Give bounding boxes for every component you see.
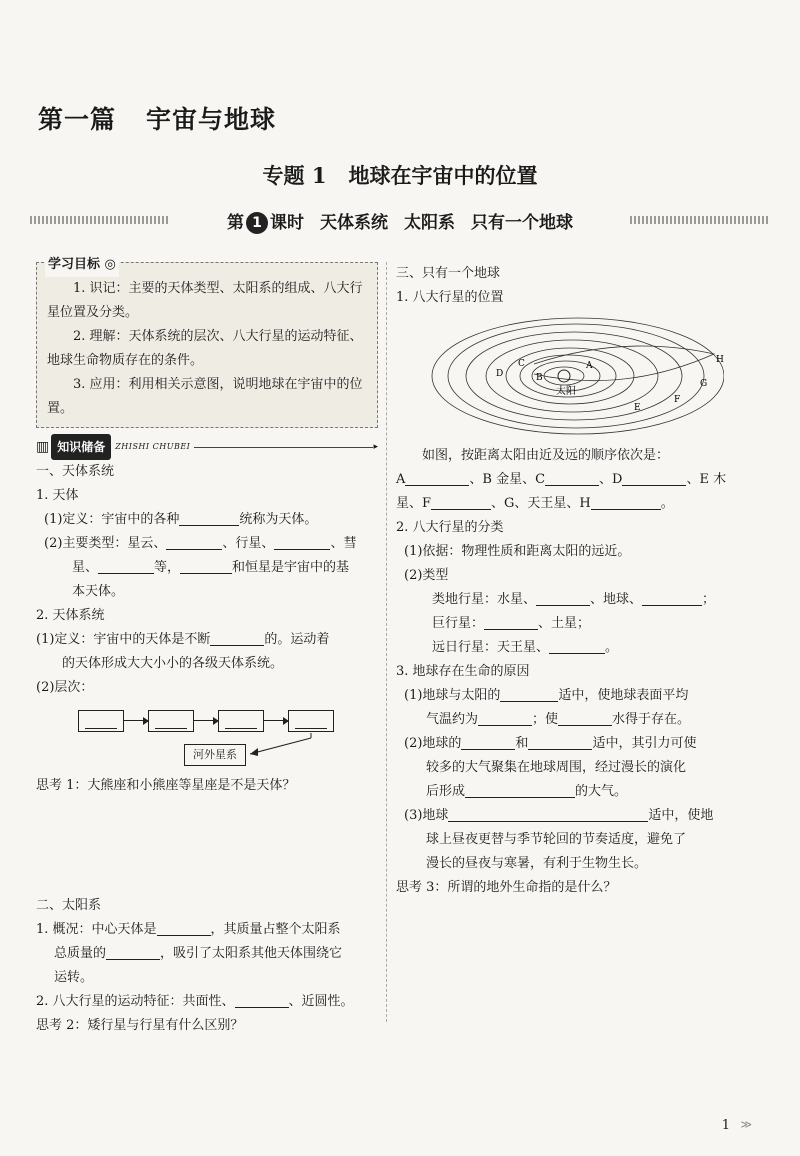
think-2: 思考 2：矮行星与行星有什么区别？	[36, 1018, 244, 1033]
text: 远日行星：天王星、	[432, 640, 550, 655]
fill-blank[interactable]	[465, 782, 575, 798]
text: 的大气。	[575, 784, 628, 799]
answer-space[interactable]	[36, 798, 378, 894]
fill-blank[interactable]	[484, 614, 538, 630]
text: 适中，使地球表面平均	[558, 688, 689, 703]
think-3: 思考 3：所谓的地外生命指的是什么？	[396, 880, 617, 895]
text: ；	[702, 592, 716, 607]
planet-label: A	[586, 361, 593, 371]
lesson-title	[30, 208, 770, 234]
right-column	[396, 262, 768, 960]
orbit-figure	[424, 314, 724, 440]
planet-label: E	[634, 403, 641, 413]
fill-blank[interactable]	[545, 470, 599, 486]
s2-item-2	[36, 990, 378, 1014]
page-arrow-icon: ≫	[740, 1118, 752, 1131]
learning-goals-label	[45, 253, 119, 277]
text: (1)定义：宇宙中的天体是不断	[36, 632, 211, 647]
orbit-line	[486, 340, 658, 412]
text: 的。运动着	[264, 632, 330, 647]
giant-planets	[396, 612, 768, 636]
fill-blank[interactable]	[210, 630, 264, 646]
fill-blank[interactable]	[274, 534, 330, 550]
comet-orbit	[534, 346, 714, 381]
reason-3	[396, 804, 768, 828]
fill-blank[interactable]	[180, 558, 232, 574]
fill-blank[interactable]	[642, 590, 702, 606]
text: (3)地球	[404, 808, 449, 823]
text: ，其质量占整个太阳系	[210, 922, 341, 937]
text: 星、	[72, 560, 99, 575]
fill-blank[interactable]	[235, 992, 289, 1008]
planet-label: D	[496, 369, 504, 379]
text: 、土星；	[538, 616, 591, 631]
outer-planets	[396, 636, 768, 660]
planet-label: B	[536, 373, 543, 383]
sun-icon	[558, 370, 570, 382]
lesson-header	[30, 206, 770, 236]
fill-blank[interactable]	[500, 686, 558, 702]
text: (2)地球的	[404, 736, 462, 751]
text: 。	[605, 640, 619, 655]
s2-item-1-cont2: 运转。	[54, 970, 94, 985]
section-1-title: 一、天体系统	[36, 464, 115, 479]
text: 气温约为	[426, 712, 479, 727]
section-3-title: 三、只有一个地球	[396, 266, 501, 281]
planet-label: H	[716, 355, 724, 365]
text: A	[396, 472, 406, 487]
reason-2-cont2	[396, 780, 768, 804]
part-name: 宇宙与地球	[146, 105, 277, 134]
arrow-icon: ▸	[373, 442, 378, 452]
reason-2-cont: 较多的大气聚集在地球周围，经过漫长的演化	[426, 760, 687, 775]
fill-blank[interactable]	[179, 510, 239, 526]
text: 适中，其引力可使	[592, 736, 697, 751]
s3-item-2b: (2)类型	[404, 568, 449, 583]
knowledge-rule	[194, 447, 373, 448]
planet-label: G	[700, 379, 708, 389]
goal-item: 2. 理解：天体系统的层次、八大行星的运动特征、地球生命物质存在的条件。	[47, 329, 363, 368]
goal-item: 3. 应用：利用相关示意图，说明地球在宇宙中的位置。	[47, 377, 363, 416]
order-question: 如图，按距离太阳由近及远的顺序依次是：	[422, 448, 670, 463]
fill-blank[interactable]	[528, 734, 592, 750]
text: 总质量的	[54, 946, 107, 961]
text: 水得于存在。	[612, 712, 691, 727]
sun-label: 太阳	[556, 386, 576, 397]
text: 2. 八大行星的运动特征：共面性、	[36, 994, 235, 1009]
fill-blank[interactable]	[98, 558, 154, 574]
fill-blank[interactable]	[106, 944, 160, 960]
order-line-2	[396, 492, 768, 516]
text: 星、F	[396, 496, 432, 511]
section-2-title: 二、太阳系	[36, 898, 102, 913]
text: 适中，使地	[648, 808, 714, 823]
fill-blank[interactable]	[478, 710, 532, 726]
s1-item-1a	[36, 508, 378, 532]
part-number: 第一篇	[38, 105, 117, 134]
text: 后形成	[426, 784, 466, 799]
s1-item-2a-cont: 的天体形成大大小小的各级天体系统。	[62, 656, 284, 671]
text: 巨行星：	[432, 616, 485, 631]
fill-blank[interactable]	[448, 806, 648, 822]
solar-system-diagram	[424, 314, 724, 440]
planet-label: C	[518, 359, 525, 369]
reason-1	[396, 684, 768, 708]
text: 1. 概况：中心天体是	[36, 922, 157, 937]
fill-blank[interactable]	[549, 638, 605, 654]
s3-item-3: 3. 地球存在生命的原因	[396, 664, 530, 679]
text: 、地球、	[590, 592, 643, 607]
target-icon: ◎	[104, 257, 116, 272]
text: 统称为天体。	[239, 512, 318, 527]
s3-item-2: 2. 八大行星的分类	[396, 520, 504, 535]
s1-item-2: 2. 天体系统	[36, 608, 105, 623]
text: 、彗	[330, 536, 357, 551]
reason-3-cont2: 漫长的昼夜与寒暑，有利于生物生长。	[426, 856, 648, 871]
lesson-topic-3: 只有一个地球	[471, 213, 573, 233]
s1-item-1b-cont2: 本天体。	[72, 584, 125, 599]
reason-3-cont: 球上昼夜更替与季节轮回的节奏适度，避免了	[426, 832, 687, 847]
fill-blank[interactable]	[461, 734, 515, 750]
knowledge-badge: 知识储备	[51, 434, 111, 460]
s3-item-2a: (1)依据：物理性质和距离太阳的远近。	[404, 544, 631, 559]
text: 等，	[154, 560, 181, 575]
book-icon: ▥	[36, 439, 50, 455]
answer-space[interactable]	[396, 900, 768, 960]
column-divider	[386, 262, 387, 1022]
lesson-prefix: 第	[227, 213, 244, 233]
think-1	[36, 774, 378, 798]
order-line-1	[396, 468, 768, 492]
s1-item-1: 1. 天体	[36, 488, 79, 503]
fill-blank[interactable]	[166, 534, 222, 550]
text: 、D	[599, 472, 623, 487]
text: 、G、天王星、H	[491, 496, 591, 511]
text: 。	[660, 496, 674, 511]
page-number: 1	[721, 1118, 730, 1133]
text: ；使	[532, 712, 559, 727]
fill-blank[interactable]	[405, 470, 469, 486]
knowledge-section-bar	[36, 436, 378, 458]
text: ，吸引了太阳系其他天体围绕它	[160, 946, 343, 961]
text: 、E 木	[686, 472, 727, 487]
topic-number: 专题 1	[262, 163, 327, 188]
text: 、B 金星、C	[469, 472, 546, 487]
fill-blank[interactable]	[591, 494, 661, 510]
text: 、近圆性。	[288, 994, 354, 1009]
topic-name: 地球在宇宙中的位置	[348, 163, 538, 188]
hierarchy-flow-diagram	[36, 704, 378, 770]
s1-item-2a	[36, 628, 378, 652]
lesson-suffix: 课时	[270, 213, 304, 233]
s2-item-1-cont	[36, 942, 378, 966]
lesson-number-badge: 1	[246, 212, 268, 234]
fill-blank[interactable]	[536, 590, 590, 606]
s1-item-2b: (2)层次：	[36, 680, 94, 695]
s1-item-1b	[36, 532, 378, 556]
text: 和	[515, 736, 529, 751]
fill-blank[interactable]	[431, 494, 491, 510]
s1-item-1b-cont	[36, 556, 378, 580]
fill-blank[interactable]	[622, 470, 686, 486]
left-column	[36, 257, 378, 1038]
s3-item-1: 1. 八大行星的位置	[396, 290, 504, 305]
think-1-text: 思考 1：大熊座和小熊座等星座是不是天体？	[36, 778, 296, 793]
extragalactic-system-box: 河外星系	[184, 744, 246, 766]
lesson-topic-2: 太阳系	[404, 213, 455, 233]
reason-2	[396, 732, 768, 756]
lesson-topic-1: 天体系统	[320, 213, 388, 233]
text: (2)主要类型：星云、	[44, 536, 167, 551]
terrestrial-planets	[396, 588, 768, 612]
goals-label-text: 学习目标	[48, 257, 101, 272]
part-title	[38, 100, 276, 136]
orbit-line	[432, 318, 724, 434]
fill-blank[interactable]	[157, 920, 211, 936]
text: 类地行星：水星、	[432, 592, 537, 607]
text: 、行星、	[222, 536, 275, 551]
text: (1)定义：宇宙中的各种	[44, 512, 180, 527]
s2-item-1	[36, 918, 378, 942]
learning-goals-box	[36, 257, 378, 428]
topic-title	[0, 160, 800, 190]
planet-label: F	[674, 395, 681, 405]
reason-1-cont	[396, 708, 768, 732]
goal-item: 1. 识记：主要的天体类型、太阳系的组成、八大行星位置及分类。	[47, 281, 363, 320]
fill-blank[interactable]	[558, 710, 612, 726]
text: 和恒星是宇宙中的基	[232, 560, 350, 575]
text: (1)地球与太阳的	[404, 688, 501, 703]
knowledge-latin: ZHISHI CHUBEI	[115, 442, 191, 451]
